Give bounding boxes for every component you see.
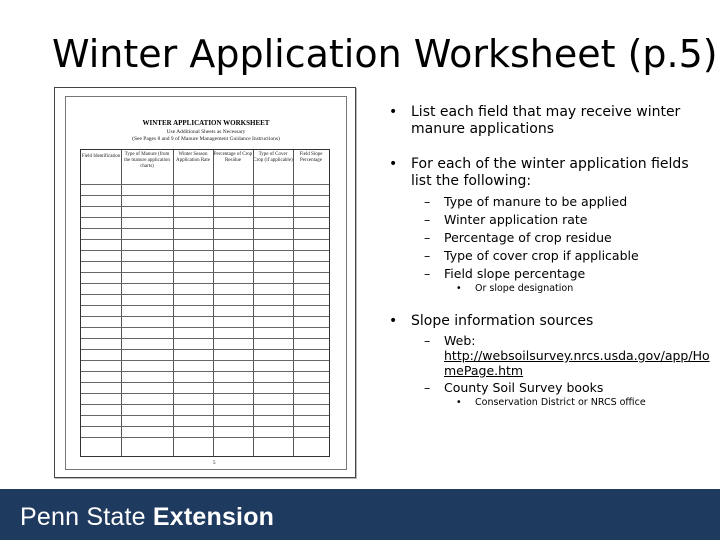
worksheet-subtitle-2: (See Pages 8 and 9 of Manure Management Guidance Instructions) (132, 136, 280, 142)
worksheet-image (54, 87, 356, 478)
worksheet-table (80, 149, 330, 457)
bullet-slope-sources: Slope information sources (411, 313, 594, 329)
bullet-dot: • (456, 397, 462, 408)
table-row-line (81, 338, 329, 339)
dash-mark: – (424, 194, 431, 209)
web-label: Web: (444, 333, 476, 348)
worksheet-col-header: Percentage of Crop Residue (213, 152, 253, 163)
worksheet-col-header: Field Slope Percentage (299, 152, 323, 163)
table-row-line (81, 239, 329, 240)
worksheet-page-number: 5 (213, 461, 216, 466)
websoilsurvey-link[interactable]: http://websoilsurvey.nrcs.usda.gov/app/HomePage.htm (444, 348, 710, 378)
table-row-line (81, 349, 329, 350)
worksheet-title: WINTER APPLICATION WORKSHEET (142, 119, 270, 127)
worksheet-col-header: Type of Manure (from the manure application charts) (124, 152, 170, 169)
slide-title: Winter Application Worksheet (p.5) (52, 32, 718, 76)
table-row-line (81, 217, 329, 218)
table-row-line (81, 184, 329, 185)
bullet-dot: • (389, 156, 398, 172)
worksheet-col-header: Winter Season Application Rate (175, 152, 211, 163)
table-row-line (81, 272, 329, 273)
table-row-line (81, 228, 329, 229)
sub-item: Type of cover crop if applicable (444, 248, 639, 263)
sub-item: Percentage of crop residue (444, 230, 612, 245)
table-row-line (81, 316, 329, 317)
table-row-line (81, 206, 329, 207)
sub-item: Field slope percentage (444, 266, 586, 281)
dash-mark: – (424, 380, 431, 395)
worksheet-col-header: Type of Cover Crop (if applicable) (253, 152, 293, 163)
bullet-dot: • (456, 283, 462, 294)
bullet-list-following: For each of the winter application fields list the following: (411, 156, 689, 189)
table-row-line (81, 283, 329, 284)
table-row-line (81, 327, 329, 328)
table-row-line (81, 294, 329, 295)
dash-mark: – (424, 266, 431, 281)
bullet-fields: List each field that may receive winter manure applications (411, 104, 681, 137)
bullet-dot: • (389, 313, 398, 329)
brand-bold: Extension (152, 503, 275, 531)
table-row-line (81, 415, 329, 416)
dash-mark: – (424, 333, 431, 348)
dash-mark: – (424, 212, 431, 227)
sub-item: Type of manure to be applied (444, 194, 628, 209)
table-row-line (81, 261, 329, 262)
table-row-line (81, 404, 329, 405)
dash-mark: – (424, 230, 431, 245)
worksheet-page (65, 96, 347, 470)
table-row-line (81, 393, 329, 394)
table-row-line (81, 195, 329, 196)
table-row-line (81, 305, 329, 306)
sub-sub-item: Or slope designation (475, 283, 574, 294)
dash-mark: – (424, 248, 431, 263)
sub-item: County Soil Survey books (444, 380, 604, 395)
table-row-line (81, 371, 329, 372)
worksheet-subtitle: Use Additional Sheets as Necessary (166, 129, 246, 135)
penn-state-extension-logo (20, 503, 274, 532)
table-row-line (81, 360, 329, 361)
table-row-line (81, 250, 329, 251)
worksheet-col-header: Field Identification (81, 154, 121, 159)
bullet-dot: • (389, 104, 398, 120)
sub-item: Winter application rate (444, 212, 588, 227)
table-row-line (81, 437, 329, 438)
brand-light: Penn State (20, 503, 146, 531)
web-link (444, 348, 712, 378)
sub-sub-item: Conservation District or NRCS office (475, 397, 646, 408)
table-row-line (81, 426, 329, 427)
table-row-line (81, 382, 329, 383)
